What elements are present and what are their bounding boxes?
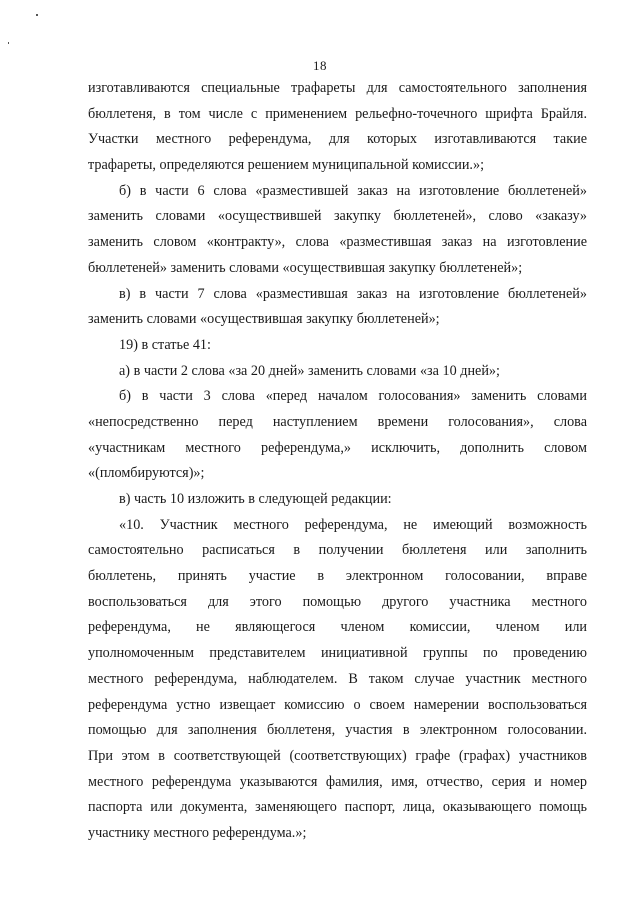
text-line: воспользоваться для этого помощью другого участника местного (88, 593, 587, 610)
text-line: самостоятельно расписаться в получении бюллетеня или заполнить (88, 542, 587, 559)
text-line: помощью для заполнения бюллетеня, участия в электронном голосовании. (88, 722, 587, 739)
text-line: местного референдума указываются фамилия, имя, отчество, серия и номер (88, 773, 587, 790)
page-number: 18 (313, 58, 327, 73)
text-line: уполномоченным представителем инициативной группы по проведению (88, 645, 587, 662)
text-line: «(пломбируются)»; (88, 465, 205, 482)
text-line: б) в части 3 слова «перед началом голосования» заменить словами (119, 388, 587, 405)
text-line: референдума, не являющегося членом комиссии, членом или (88, 619, 587, 636)
text-line: При этом в соответствующей (соответствующих) графе (графах) участников (88, 747, 587, 764)
text-line: трафареты, определяются решением муниципальной комиссии.»; (88, 157, 485, 174)
document-body (88, 76, 587, 847)
text-line: 19) в статье 41: (119, 336, 211, 353)
text-line: «непосредственно перед наступлением времени голосования», слова (88, 413, 587, 430)
text-line: б) в части 6 слова «разместившей заказ на изготовление бюллетеней» (119, 182, 587, 199)
text-line: местного референдума, наблюдателем. В таком случае участник местного (88, 670, 587, 687)
text-line: в) в части 7 слова «разместившая заказ на изготовление бюллетеней» (119, 285, 587, 302)
text-line: заменить словами «осуществившей закупку бюллетеней», слово «заказу» (88, 208, 587, 225)
text-line: в) часть 10 изложить в следующей редакции: (119, 491, 392, 507)
scan-artifact-mark (36, 14, 38, 16)
text-line: заменить словами «осуществившая закупку бюллетеней»; (88, 311, 440, 328)
text-line: бюллетеней» заменить словами «осуществившая закупку бюллетеней»; (88, 259, 523, 276)
text-line: Участки местного референдума, для которых изготавливаются такие (88, 131, 587, 148)
text-line: участнику местного референдума.»; (88, 824, 307, 841)
text-line: референдума устно извещает комиссию о своем намерении воспользоваться (88, 696, 587, 713)
text-line: изготавливаются специальные трафареты для самостоятельного заполнения (88, 80, 587, 96)
text-line: бюллетень, принять участие в электронном голосовании, вправе (88, 568, 587, 585)
text-line: паспорта или документа, заменяющего паспорт, лица, оказывающего помощь (88, 799, 587, 816)
text-line: а) в части 2 слова «за 20 дней» заменить словами «за 10 дней»; (119, 362, 500, 379)
text-line: бюллетеня, в том числе с применением рельефно-точечного шрифта Брайля. (88, 105, 587, 122)
text-line: заменить словом «контракту», слова «разместившая заказ на изготовление (88, 234, 587, 251)
text-line: «участникам местного референдума,» исключить, дополнить словом (88, 439, 587, 456)
scan-artifact-mark (8, 42, 9, 44)
text-line: «10. Участник местного референдума, не имеющий возможность (119, 516, 587, 533)
